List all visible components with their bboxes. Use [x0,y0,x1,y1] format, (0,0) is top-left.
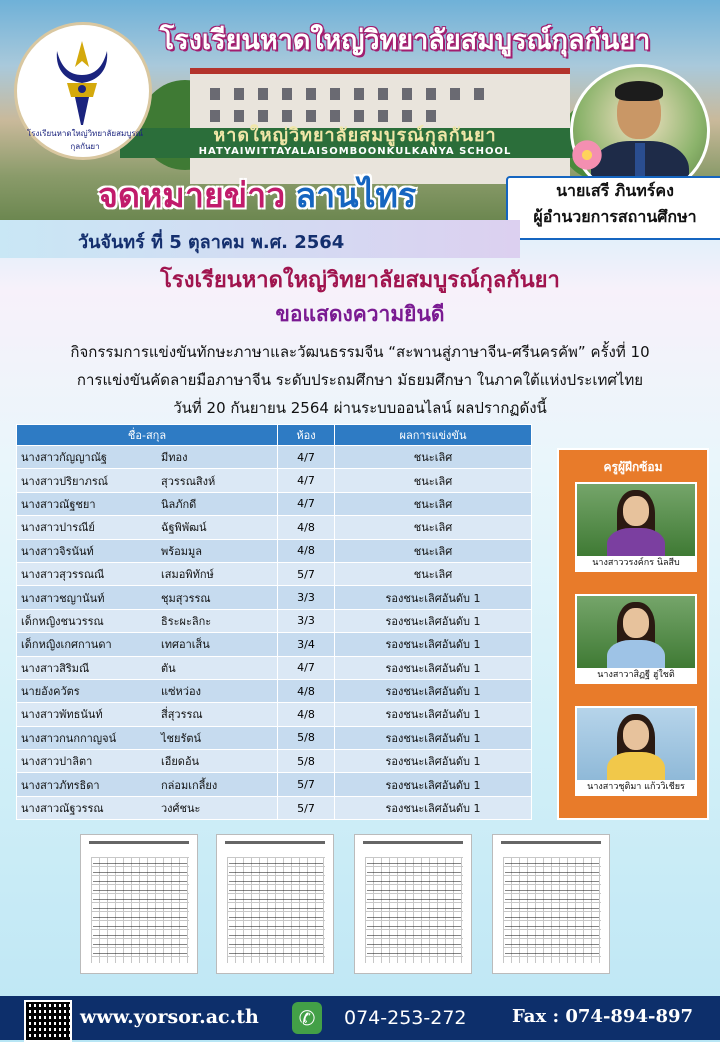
table-row [17,446,532,469]
newsletter-title-b: ลานไทร [295,176,417,216]
student-last-name: พร้อมมูล [161,544,203,558]
col-header-result: ผลการแข่งขัน [335,425,532,446]
table-row [17,750,532,773]
student-last-name: เทศอาเส็น [161,638,210,652]
student-result: รองชนะเลิศอันดับ 1 [335,703,532,726]
footer [0,996,720,1040]
table-row [17,516,532,539]
student-name-cell [17,656,278,679]
school-title: โรงเรียนหาดใหญ่วิทยาลัยสมบูรณ์กุลกันยา [159,25,651,56]
student-last-name: ตัน [161,661,176,675]
phone-number: 074-253-272 [344,1007,467,1029]
student-first-name: นายอังควัตร [21,685,80,699]
student-first-name: นางสาวณัฐชยา [21,497,96,511]
director-name-box [506,176,720,240]
student-room: 5/7 [278,562,335,585]
headline-congrats: ขอแสดงความยินดี [275,302,445,326]
student-name-cell [17,609,278,632]
student-last-name: เอียดอ้น [161,755,200,769]
table-row [17,633,532,656]
student-result: รองชนะเลิศอันดับ 1 [335,679,532,702]
student-first-name: นางสาวปาลิตา [21,755,93,769]
student-result: รองชนะเลิศอันดับ 1 [335,773,532,796]
phone-icon: ✆ [292,1002,322,1034]
student-result: ชนะเลิศ [335,516,532,539]
building-sign-thai: หาดใหญ่วิทยาลัยสมบูรณ์กุลกันยา [213,125,497,146]
trainer-name: นางสาววรงค์กร นิลสีบ [577,556,695,570]
student-name-cell [17,796,278,819]
student-last-name: มีทอง [161,451,188,465]
student-result: ชนะเลิศ [335,469,532,492]
student-name-cell [17,446,278,469]
student-last-name: ฉัฐพิพัฒน์ [161,521,207,535]
student-last-name: ชุมสุวรรณ [161,591,211,605]
student-name-cell [17,750,278,773]
director-name: นายเสรี ภินทร์คง [556,181,674,200]
trainer-name: นางสาวชุติมา แก้ววิเชียร [577,780,695,794]
student-room: 4/7 [278,446,335,469]
student-first-name: เด็กหญิงเกศกานดา [21,638,112,652]
director-title: ผู้อำนวยการสถานศึกษา [533,207,697,226]
student-name-cell [17,469,278,492]
student-room: 5/7 [278,773,335,796]
headline-school: โรงเรียนหาดใหญ่วิทยาลัยสมบูรณ์กุลกันยา [160,268,560,293]
student-name-cell [17,726,278,749]
student-result: รองชนะเลิศอันดับ 1 [335,609,532,632]
student-room: 3/3 [278,609,335,632]
fax-number: Fax : 074-894-897 [512,1006,694,1027]
trainer-photo [577,484,695,556]
student-name-cell [17,773,278,796]
results-table [16,424,532,820]
student-result: รองชนะเลิศอันดับ 1 [335,796,532,819]
student-result: ชนะเลิศ [335,562,532,585]
student-result: รองชนะเลิศอันดับ 1 [335,633,532,656]
student-last-name: เสมอพิทักษ์ [161,568,214,582]
trainer-name: นางสาวาสิฏฐี ฮู่ใชติ [577,668,695,682]
student-name-cell [17,562,278,585]
student-first-name: นางสาวชญานันท์ [21,591,105,605]
student-last-name: ไชยรัตน์ [161,731,202,745]
student-result: รองชนะเลิศอันดับ 1 [335,726,532,749]
calligraphy-sheet-image [216,834,334,974]
qr-code-icon[interactable] [24,1000,72,1042]
student-name-cell [17,703,278,726]
trident-logo-icon [37,37,127,129]
flower-decor-icon [570,138,604,172]
student-first-name: นางสาวกนกกาญจน์ [21,731,117,745]
student-room: 4/7 [278,469,335,492]
trainer-photo [577,708,695,780]
logo-caption: โรงเรียนหาดใหญ่วิทยาลัยสมบูรณ์กุลกันยา [26,129,144,151]
student-last-name: ธิระผะลิกะ [161,614,212,628]
calligraphy-sheet-image [354,834,472,974]
trainer-card [575,706,697,796]
student-last-name: สี่สุวรรณ [161,708,203,722]
student-room: 5/8 [278,750,335,773]
calligraphy-sheet-image [492,834,610,974]
student-name-cell [17,516,278,539]
table-row [17,703,532,726]
student-first-name: นางสาวสุวรรณณี [21,568,105,582]
table-row [17,539,532,562]
student-first-name: นางสาวณัฐวรรณ [21,802,104,816]
student-name-cell [17,539,278,562]
student-first-name: นางสาวปริยาภรณ์ [21,474,109,488]
table-row [17,773,532,796]
student-result: รองชนะเลิศอันดับ 1 [335,656,532,679]
student-room: 4/8 [278,516,335,539]
calligraphy-sheet-image [80,834,198,974]
trainers-panel [557,448,709,820]
table-row [17,679,532,702]
student-room: 4/7 [278,492,335,515]
table-row [17,562,532,585]
body-line-1: กิจกรรมการแข่งขันทักษะภาษาและวัฒนธรรมจีน “สะพานสู่ภาษาจีน-ศรีนครคัพ” ครั้งที่ 10 [70,343,650,361]
trainer-card [575,482,697,572]
student-room: 4/8 [278,679,335,702]
student-result: ชนะเลิศ [335,446,532,469]
body-line-3: วันที่ 20 กันยายน 2564 ผ่านระบบออนไลน์ ผลปรากฏดังนี้ [173,399,547,417]
table-row [17,586,532,609]
trainer-photo [577,596,695,668]
student-first-name: นางสาวกัญญาณัฐ [21,451,107,465]
student-room: 4/8 [278,539,335,562]
student-last-name: กล่อมเกลี้ยง [161,778,218,792]
student-first-name: นางสาวสิริมณี [21,661,90,675]
col-header-room: ห้อง [278,425,335,446]
student-name-cell [17,492,278,515]
student-room: 5/8 [278,726,335,749]
student-last-name: แซ่หว่อง [161,685,201,699]
student-first-name: นางสาวภัทรธิดา [21,778,100,792]
student-result: รองชนะเลิศอันดับ 1 [335,586,532,609]
website-link[interactable]: www.yorsor.ac.th [80,1006,259,1028]
body-line-2: การแข่งขันคัดลายมือภาษาจีน ระดับประถมศึกษา มัธยมศึกษา ในภาคใต้แห่งประเทศไทย [76,371,644,389]
student-room: 5/7 [278,796,335,819]
table-row [17,469,532,492]
student-name-cell [17,633,278,656]
student-room: 4/7 [278,656,335,679]
date-bar [0,220,520,258]
table-header-row [17,425,532,446]
student-first-name: นางสาวปารณีย์ [21,521,95,535]
student-room: 4/8 [278,703,335,726]
table-row [17,609,532,632]
table-row [17,656,532,679]
student-last-name: นิลภักดี [161,497,197,511]
student-last-name: สุวรรณสิงห์ [161,474,216,488]
student-first-name: นางสาวพัทธนันท์ [21,708,103,722]
col-header-name: ชื่อ-สกุล [17,425,278,446]
student-room: 3/3 [278,586,335,609]
student-room: 3/4 [278,633,335,656]
building-sign [120,125,590,158]
school-logo [14,22,152,160]
student-result: รองชนะเลิศอันดับ 1 [335,750,532,773]
student-last-name: วงศ์ชนะ [161,802,201,816]
student-name-cell [17,679,278,702]
student-result: ชนะเลิศ [335,539,532,562]
trainer-card [575,594,697,684]
building-sign-english: HATYAIWITTAYALAISOMBOONKULKANYA SCHOOL [198,146,512,157]
table-row [17,492,532,515]
newsletter-title [98,168,518,216]
newsletter-title-a: จดหมายข่าว [98,176,286,216]
student-result: ชนะเลิศ [335,492,532,515]
trainers-title: ครูผู้ฝึกซ้อม [603,460,663,474]
student-first-name: เด็กหญิงชนวรรณ [21,614,104,628]
student-name-cell [17,586,278,609]
issue-date: วันจันทร์ ที่ 5 ตุลาคม พ.ศ. 2564 [78,232,345,253]
table-row [17,796,532,819]
student-first-name: นางสาวจิรนันท์ [21,544,94,558]
table-row [17,726,532,749]
